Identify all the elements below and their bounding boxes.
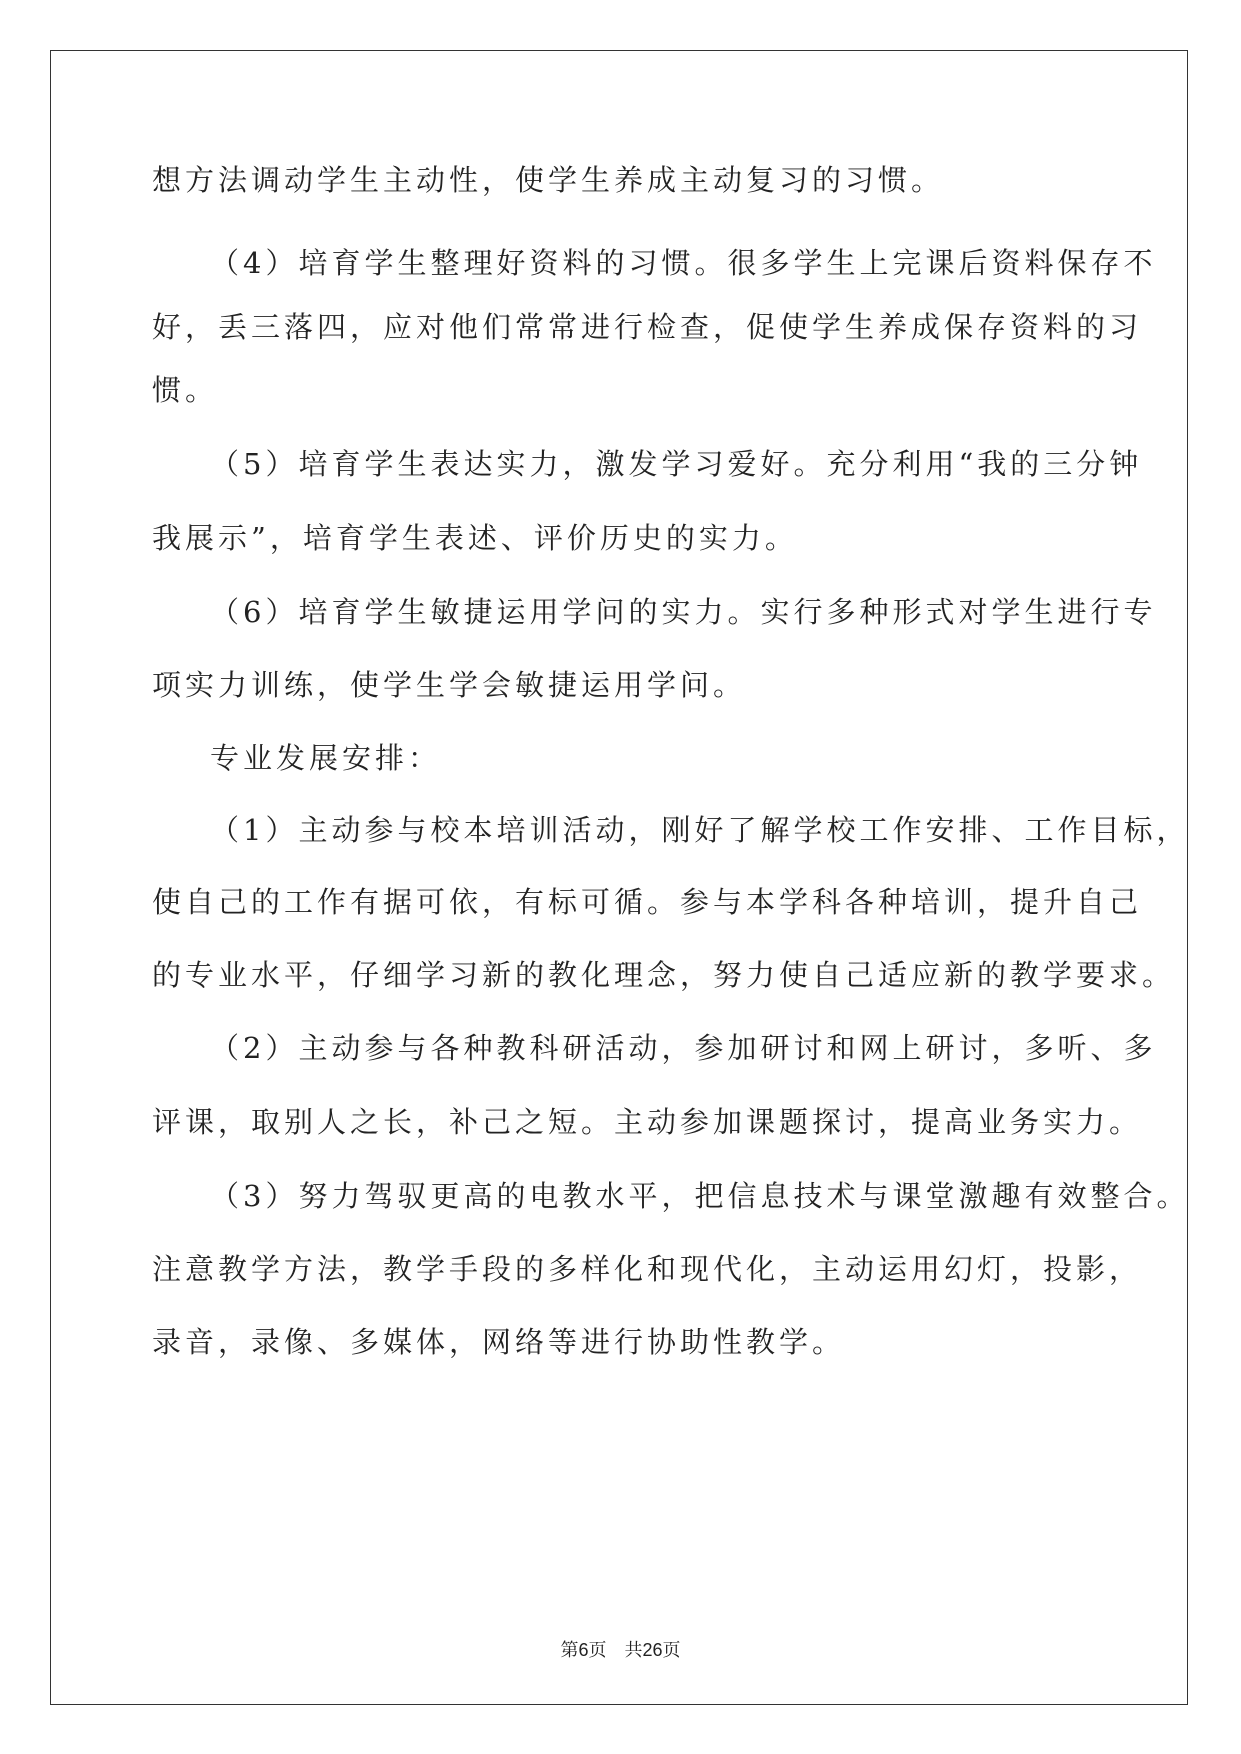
- text-line: （1）主动参与校本培训活动，刚好了解学校工作安排、工作目标，: [210, 813, 1190, 847]
- text-line: 惯。: [152, 373, 219, 407]
- text-line: 项实力训练，使学生学会敏捷运用学问。: [152, 668, 747, 702]
- section-heading: 专业发展安排：: [210, 741, 442, 775]
- text-line: （6）培育学生敏捷运用学问的实力。实行多种形式对学生进行专: [210, 595, 1157, 629]
- text-line: 录音，录像、多媒体，网络等进行协助性教学。: [152, 1325, 846, 1359]
- text-line: 好，丢三落四，应对他们常常进行检查，促使学生养成保存资料的习: [152, 310, 1143, 344]
- total-pages-number: 26: [642, 1640, 663, 1660]
- current-page-number: 6: [578, 1640, 589, 1660]
- text-line: 注意教学方法，教学手段的多样化和现代化，主动运用幻灯，投影，: [152, 1252, 1143, 1286]
- text-line: （4）培育学生整理好资料的习惯。很多学生上完课后资料保存不: [210, 246, 1157, 280]
- text-line: 我展示”，培育学生表述、评价历史的实力。: [152, 521, 798, 555]
- text-line: 的专业水平，仔细学习新的教化理念，努力使自己适应新的教学要求。: [152, 958, 1176, 992]
- text-line: （3）努力驾驭更高的电教水平，把信息技术与课堂激趣有效整合。: [210, 1179, 1190, 1213]
- text-line: （5）培育学生表达实力，激发学习爱好。充分利用“我的三分钟: [210, 447, 1143, 481]
- text-line: （2）主动参与各种教科研活动，参加研讨和网上研讨，多听、多: [210, 1031, 1157, 1065]
- text-line: 评课，取别人之长，补己之短。主动参加课题探讨，提高业务实力。: [152, 1105, 1143, 1139]
- text-line: 想方法调动学生主动性，使学生养成主动复习的习惯。: [152, 163, 945, 197]
- page-number-footer: [0, 1638, 1241, 1663]
- page-label-mid: 页 共: [588, 1640, 643, 1661]
- text-line: 使自己的工作有据可依，有标可循。参与本学科各种培训，提升自己: [152, 885, 1143, 919]
- page-border: [50, 50, 1188, 1705]
- page-label-suffix: 页: [662, 1640, 681, 1661]
- page-label-prefix: 第: [560, 1640, 579, 1661]
